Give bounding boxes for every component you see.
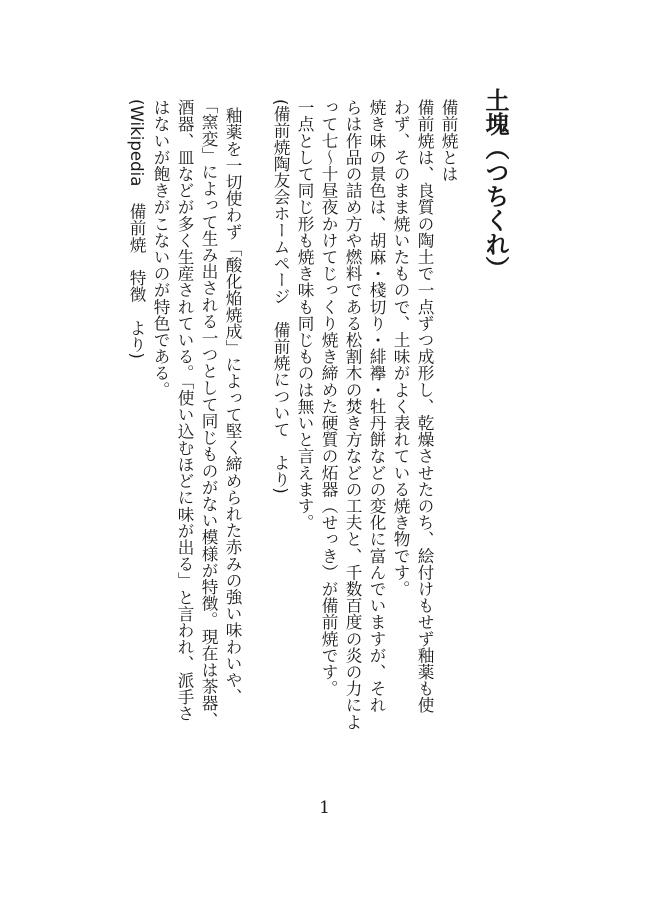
body-line-10: はないが飽きがこないのが特色である。: [151, 99, 170, 398]
body-line-2: わず、そのまま焼いたもので、土味がよく表れている焼き物です。: [391, 99, 410, 597]
citation-line: (Wikipedia 備前焼 特徴 より): [127, 99, 146, 359]
body-line-1: 備前焼は、良質の陶土で一点ずつ成形し、乾燥させたのち、絵付けもせず釉薬も使: [415, 99, 434, 714]
page-number: 1: [319, 798, 330, 818]
body-line-3: 焼き味の景色は、胡麻・棧切り・緋襷・牡丹餅などの変化に富んでいますが、それ: [367, 99, 386, 714]
body-line-6: 一点として同じ形も焼き味も同じものは無いと言えます。: [295, 99, 314, 531]
body-line-7: 釉薬を一切使わず「酸化焔焼成」によって堅く締められた赤みの強い味わいや、: [223, 107, 242, 705]
body-line-9: 酒器、皿などが多く生産されている。「使い込むほどに味が出る」と言われ、派手さ: [175, 99, 194, 722]
body-line-4: らは作品の詰め方や燃料である松割木の焚き方などの工夫と、千数百度の炎の力によ: [343, 99, 362, 730]
section-heading: 備前焼とは: [439, 99, 458, 182]
citation-line: (備前焼陶友会ホームページ 備前焼について より): [271, 99, 290, 494]
page-title: 土塊（つちくれ）: [481, 88, 509, 280]
body-line-8: 「窯変」によって生み出される一つとして同じものがない模様が特徴。現在は茶器、: [199, 97, 218, 728]
body-line-5: って七～十昼夜かけてじっくり焼き締めた硬質の炻器（せっき）が備前焼です。: [319, 99, 338, 697]
